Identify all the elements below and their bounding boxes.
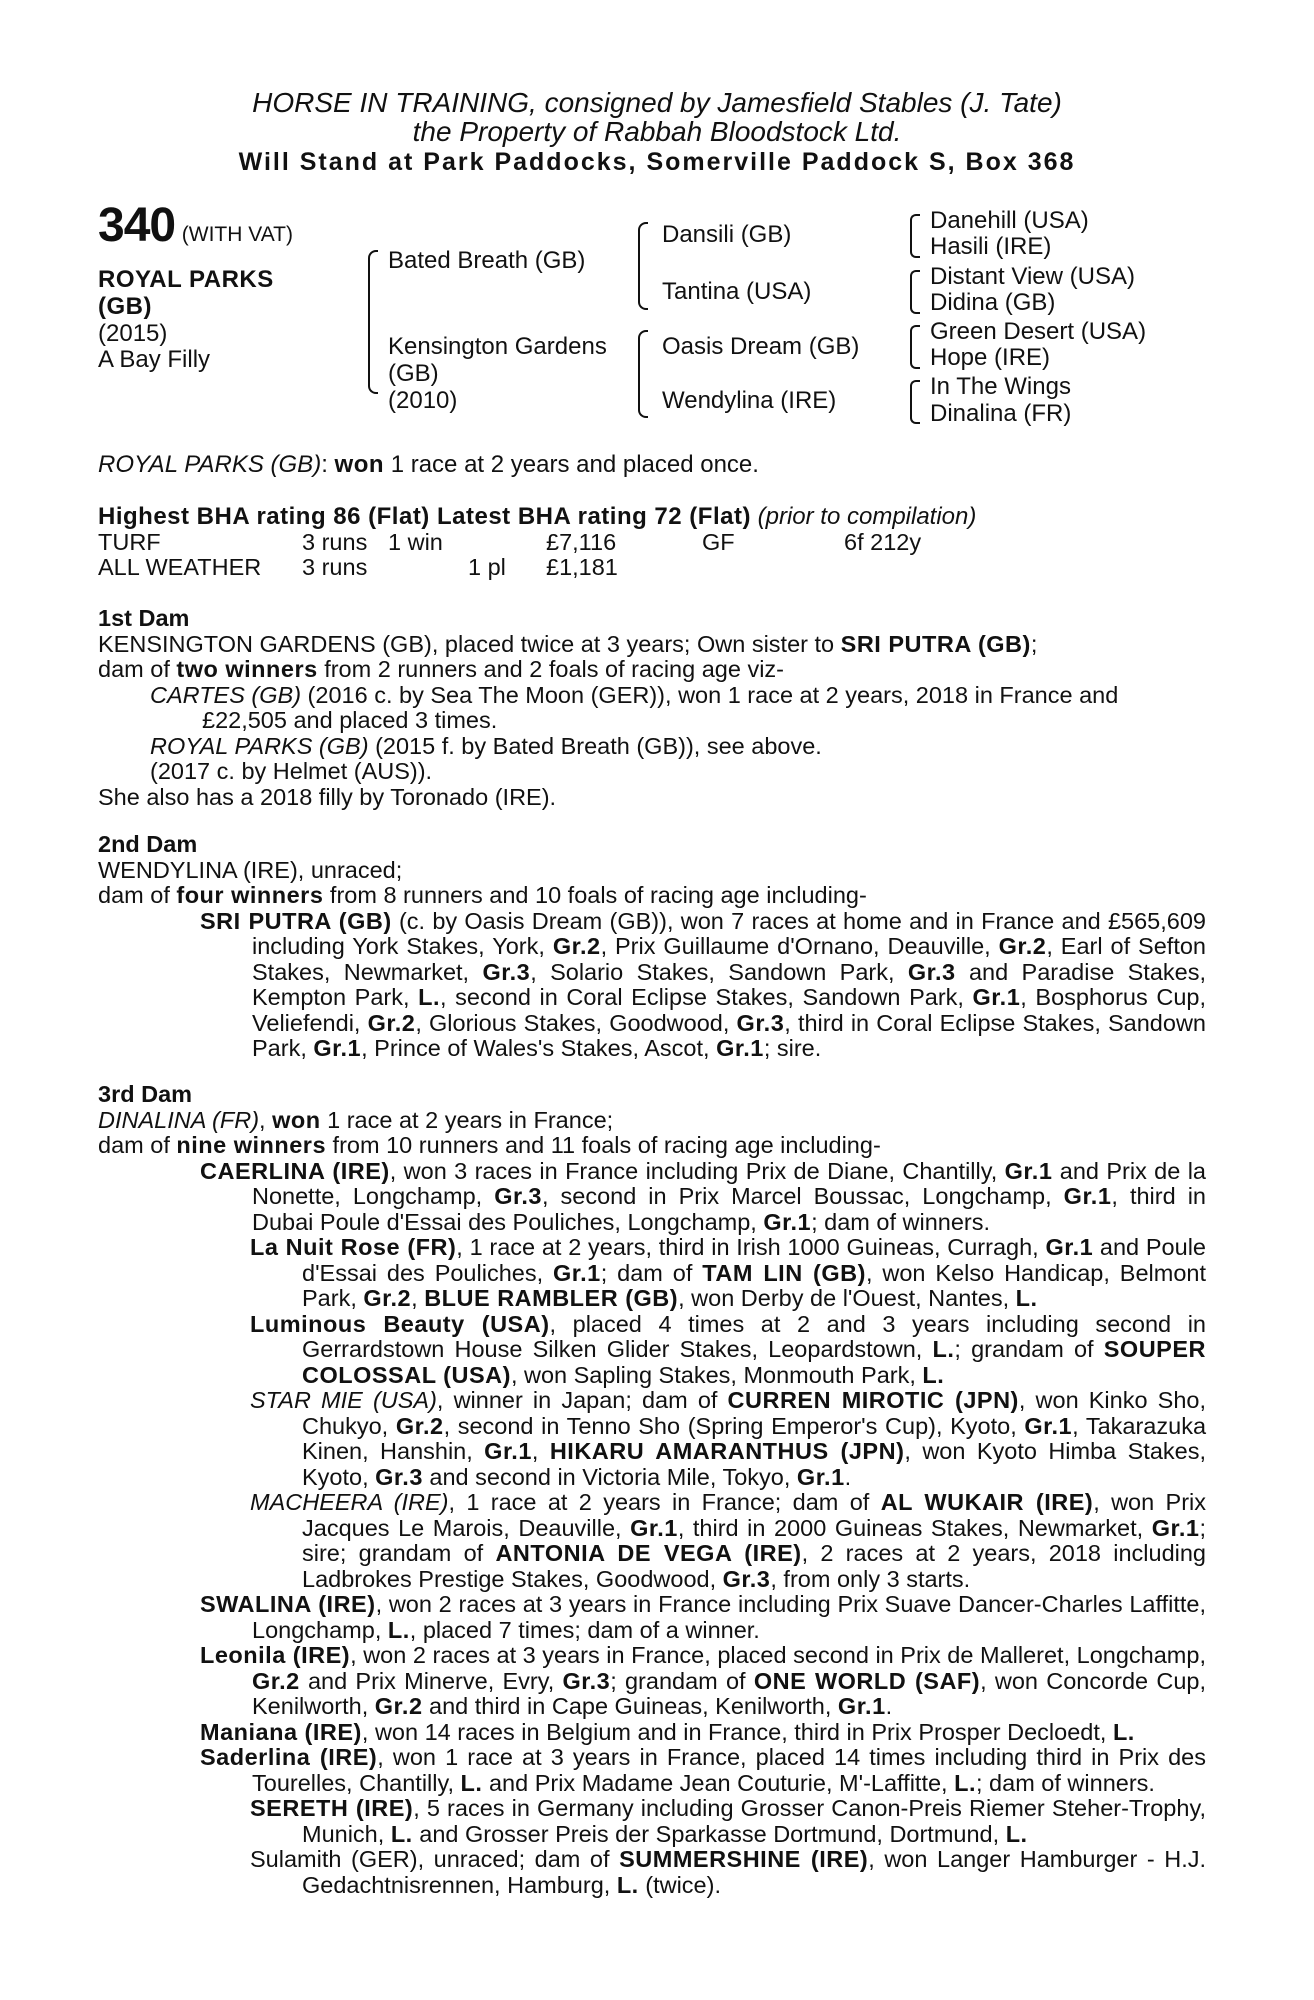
summary-horse-name: ROYAL PARKS (GB) [98, 451, 322, 478]
sire-dam: Tantina (USA) [662, 278, 812, 305]
record-runs: 3 runs [302, 554, 368, 580]
ancestor-dsd: Hope (IRE) [930, 344, 1051, 371]
produce-entry: Leonila (IRE), won 2 races at 3 years in France, placed second in Prix de Malleret, Longchamp, Gr.2 and Prix Minerve, Evry, Gr.3; grandam of ONE WORLD (SAF), won Concorde Cup, Kenilworth, Gr.2 and third in Cape Guineas, Kenilworth, Gr.1. [200, 1642, 1207, 1719]
dam-line: DINALINA (FR), won 1 race at 2 years in France; [98, 1106, 614, 1133]
ratings-text: Highest BHA rating 86 (Flat) Latest BHA rating 72 (Flat) [98, 503, 751, 530]
dam-produce-summary: dam of two winners from 2 runners and 2 foals of racing age viz- [98, 656, 784, 682]
produce-entry: MACHEERA (IRE), 1 race at 2 years in France; dam of AL WUKAIR (IRE), won Prix Jacques Le Marois, Deauville, Gr.1, third in 2000 Guineas Stakes, Newmarket, Gr.1; sire; grandam of ANTONIA DE VEGA (IRE), 2 races at 2 years, 2018 including Ladbrokes Prestige Stakes, Goodwood, Gr.3, from only 3 starts. [250, 1489, 1207, 1592]
ancestor-ddd: Dinalina (FR) [930, 400, 1072, 427]
pedigree-brace-ss [910, 214, 920, 258]
record-distance: 6f 212y [844, 529, 922, 555]
dam-note: She also has a 2018 filly by Toronado (IRE). [98, 783, 557, 810]
produce-entry: La Nuit Rose (FR), 1 race at 2 years, third in Irish 1000 Guineas, Curragh, Gr.1 and Poule d'Essai des Pouliches, Gr.1; dam of TAM LIN (GB), won Kelso Handicap, Belmont Park, Gr.2, BLUE RAMBLER (GB), won Derby de l'Ouest, Nantes, L. [250, 1234, 1206, 1311]
dam-country: (GB) [388, 360, 439, 387]
horse-name: ROYAL PARKS [98, 266, 274, 293]
consignor-line: HORSE IN TRAINING, consigned by Jamesfield Stables (J. Tate) [252, 87, 1062, 118]
record-runs: 3 runs [302, 529, 368, 555]
produce-entry: Luminous Beauty (USA), placed 4 times at 2 and 3 years including second in Gerrardstown House Silken Glider Stakes, Leopardstown, L.; grandam of SOUPER COLOSSAL (USA), won Sapling Stakes, Monmouth Park, L. [250, 1310, 1206, 1388]
foaling-year: (2015) [98, 320, 168, 347]
section-heading: 2nd Dam [98, 831, 198, 857]
dam-produce-summary: dam of nine winners from 10 runners and 11 foals of racing age including- [98, 1132, 881, 1158]
produce-entry: CAERLINA (IRE), won 3 races in France including Prix de Diane, Chantilly, Gr.1 and Prix de la Nonette, Longchamp, Gr.3, second in Prix Marcel Boussac, Longchamp, Gr.1, third in Dubai Poule d'Essai des Pouliches, Longchamp, Gr.1; dam of winners. [200, 1157, 1206, 1235]
owner-line: the Property of Rabbah Bloodstock Ltd. [412, 116, 902, 147]
third-dam-section [98, 1082, 1206, 1898]
sire-name: Bated Breath (GB) [388, 247, 586, 274]
produce-entry: Saderlina (IRE), won 1 race at 3 years in France, placed 14 times including third in Prix des Tourelles, Chantilly, L. and Prix Madame Jean Couturie, M'-Laffitte, L.; dam of winners. [200, 1744, 1207, 1796]
horse-description: A Bay Filly [98, 346, 211, 373]
record-surface: TURF [98, 529, 161, 555]
section-heading: 3rd Dam [98, 1081, 193, 1107]
dam-line: KENSINGTON GARDENS (GB), placed twice at 3 years; Own sister to SRI PUTRA (GB); [98, 630, 1038, 657]
first-dam-section [98, 606, 1206, 810]
race-summary [98, 451, 759, 478]
produce-entry: SERETH (IRE), 5 races in Germany including Grosser Canon-Preis Riemer Steher-Trophy, Munich, L. and Grosser Preis der Sparkasse Dortmund, Dortmund, L. [250, 1795, 1206, 1847]
pedigree-brace-sire [638, 222, 648, 310]
lot-number: 340 [98, 199, 176, 252]
ancestor-dss: Green Desert (USA) [930, 318, 1147, 345]
pedigree-brace-dd [910, 380, 920, 424]
ancestor-ssd: Hasili (IRE) [930, 233, 1052, 260]
second-dam-section [98, 832, 1206, 1062]
ratings-note: (prior to compilation) [757, 503, 977, 530]
record-surface: ALL WEATHER [98, 554, 262, 580]
produce-entry: Sulamith (GER), unraced; dam of SUMMERSHINE (IRE), won Langer Hamburger - H.J. Gedachtnisrennen, Hamburg, L. (twice). [250, 1846, 1207, 1898]
ancestor-sdd: Didina (GB) [930, 289, 1056, 316]
lot-number-row [98, 199, 293, 252]
stabling-line: Will Stand at Park Paddocks, Somerville Paddock S, Box 368 [238, 148, 1076, 176]
produce-entry: CARTES (GB) (2016 c. by Sea The Moon (GER)), won 1 race at 2 years, 2018 in France and £22,505 and placed 3 times. [150, 681, 1119, 733]
summary-won: won [334, 451, 385, 478]
dam-name: Kensington Gardens [388, 333, 607, 360]
record-placed: 1 pl [468, 554, 506, 580]
produce-entry: SRI PUTRA (GB) (c. by Oasis Dream (GB)), won 7 races at home and in France and £565,609 including York Stakes, York, Gr.2, Prix Guillaume d'Ornano, Deauville, Gr.2, Earl of Sefton Stakes, Newmarket, Gr.3, Solario Stakes, Sandown Park, Gr.3 and Paradise Stakes, Kempton Park, L., second in Coral Eclipse Stakes, Sandown Park, Gr.1, Bosphorus Cup, Veliefendi, Gr.2, Glorious Stakes, Goodwood, Gr.3, third in Coral Eclipse Stakes, Sandown Park, Gr.1, Prince of Wales's Stakes, Ascot, Gr.1; sire. [200, 907, 1206, 1061]
vat-label: (WITH VAT) [181, 223, 293, 246]
bha-ratings [98, 503, 976, 530]
summary-rest: 1 race at 2 years and placed once. [390, 451, 759, 478]
produce-entry: Maniana (IRE), won 14 races in Belgium and in France, third in Prix Prosper Decloedt, L. [200, 1718, 1135, 1745]
pedigree-brace-sd [910, 270, 920, 314]
ancestor-sss: Danehill (USA) [930, 207, 1089, 234]
dam-sire: Oasis Dream (GB) [662, 333, 860, 360]
produce-entry: (2017 c. by Helmet (AUS)). [150, 758, 433, 784]
dam-line: WENDYLINA (IRE), unraced; [98, 856, 403, 883]
record-going: GF [702, 529, 735, 555]
ancestor-dds: In The Wings [930, 373, 1071, 400]
section-heading: 1st Dam [98, 605, 190, 631]
record-earnings: £7,116 [546, 529, 617, 555]
dam-year: (2010) [388, 387, 458, 414]
dam-produce-summary: dam of four winners from 8 runners and 10 foals of racing age including- [98, 882, 867, 908]
pedigree-brace-ds [910, 325, 920, 369]
record-wins: 1 win [388, 529, 443, 555]
ancestor-sds: Distant View (USA) [930, 263, 1135, 290]
dam-dam: Wendylina (IRE) [662, 387, 837, 414]
produce-entry: SWALINA (IRE), won 2 races at 3 years in France including Prix Suave Dancer-Charles Laffitte, Longchamp, L., placed 7 times; dam of a winner. [200, 1591, 1207, 1643]
record-earnings: £1,181 [546, 554, 618, 580]
summary-colon: : [321, 451, 328, 478]
pedigree-brace-dam [638, 330, 648, 418]
horse-country: (GB) [98, 293, 152, 320]
pedigree-brace-main [368, 250, 378, 394]
produce-entry: ROYAL PARKS (GB) (2015 f. by Bated Breath (GB)), see above. [150, 732, 822, 759]
sire-sire: Dansili (GB) [662, 221, 792, 248]
produce-entry: STAR MIE (USA), winner in Japan; dam of CURREN MIROTIC (JPN), won Kinko Sho, Chukyo, Gr.2, second in Tenno Sho (Spring Emperor's Cup), Kyoto, Gr.1, Takarazuka Kinen, Hanshin, Gr.1, HIKARU AMARANTHUS (JPN), won Kyoto Himba Stakes, Kyoto, Gr.3 and second in Victoria Mile, Tokyo, Gr.1. [250, 1387, 1207, 1490]
